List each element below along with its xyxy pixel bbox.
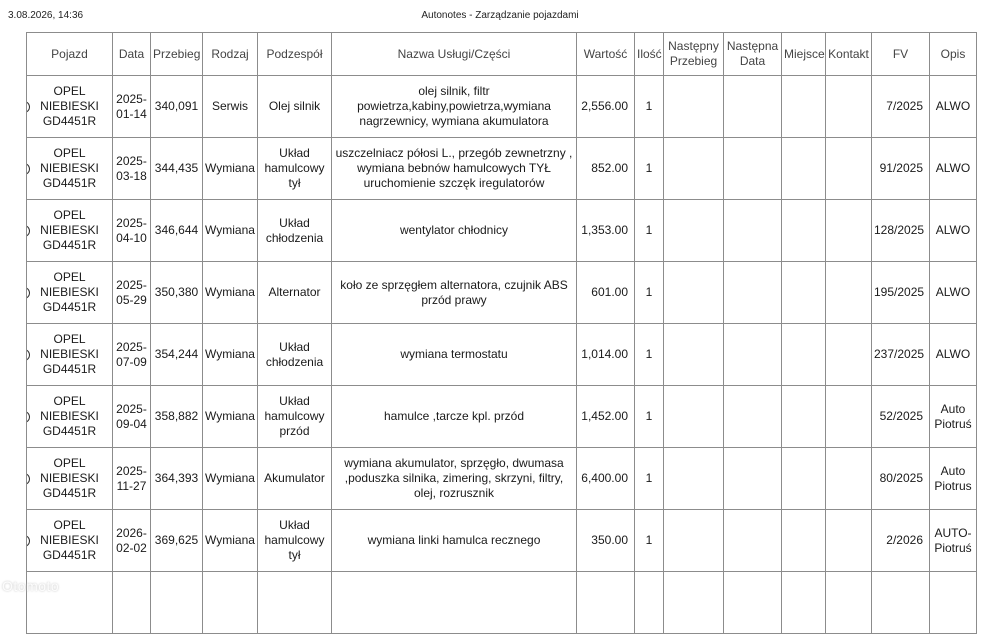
- invoice-cell-text: 52/2025: [879, 409, 923, 423]
- component-cell-text: Układ hamulcowy tył: [264, 518, 325, 562]
- component-cell: [258, 200, 332, 262]
- contact-cell: [826, 386, 872, 448]
- mileage-cell: [151, 448, 203, 510]
- mileage-cell-text: 354,244: [154, 347, 199, 361]
- description-cell-text: ALWO: [935, 285, 971, 299]
- table-row[interactable]: [27, 138, 977, 200]
- description-cell: [930, 448, 977, 510]
- service-history-table: [26, 32, 977, 634]
- col-header-date[interactable]: Data: [113, 33, 151, 76]
- place-cell: [782, 200, 826, 262]
- component-cell-text: Akumulator: [264, 471, 325, 485]
- component-cell: [258, 324, 332, 386]
- place-cell: [782, 324, 826, 386]
- row-select-radio[interactable]: [27, 473, 31, 485]
- partial-cell: [203, 572, 258, 634]
- mileage-cell: [151, 200, 203, 262]
- partial-cell: [332, 572, 577, 634]
- type-cell: [203, 324, 258, 386]
- service-cell-text: wymiana termostatu: [400, 347, 508, 361]
- type-cell-text: Wymiana: [205, 409, 255, 423]
- value-cell-text: 601.00: [591, 285, 628, 299]
- qty-cell-text: 1: [645, 471, 653, 485]
- component-cell: [258, 262, 332, 324]
- row-select-radio[interactable]: [27, 101, 31, 113]
- invoice-cell: [872, 262, 930, 324]
- vehicle-cell: [27, 386, 113, 448]
- qty-cell-text: 1: [645, 285, 653, 299]
- service-cell: [332, 262, 577, 324]
- place-cell: [782, 138, 826, 200]
- date-cell-text: 2025-04-10: [116, 215, 147, 245]
- row-select-radio[interactable]: [27, 287, 31, 299]
- value-cell: [577, 324, 635, 386]
- vehicle-cell: [27, 76, 113, 138]
- description-cell-text: ALWO: [935, 347, 971, 361]
- date-cell-text: 2025-07-09: [116, 339, 147, 369]
- col-header-service[interactable]: Nazwa Usługi/Części: [332, 33, 577, 76]
- next-date-cell: [724, 386, 782, 448]
- mileage-cell-text: 364,393: [154, 471, 199, 485]
- component-cell: [258, 510, 332, 572]
- partial-cell: [664, 572, 724, 634]
- date-cell: [113, 386, 151, 448]
- vehicle-cell-text: OPEL NIEBIESKI GD4451R: [40, 456, 99, 500]
- type-cell-text: Wymiana: [205, 533, 255, 547]
- type-cell-text: Wymiana: [205, 223, 255, 237]
- date-cell: [113, 510, 151, 572]
- row-select-radio[interactable]: [27, 225, 31, 237]
- row-select-radio[interactable]: [27, 163, 31, 175]
- value-cell-text: 1,014.00: [581, 347, 628, 361]
- next-mileage-cell: [664, 200, 724, 262]
- invoice-cell-text: 237/2025: [874, 347, 925, 361]
- qty-cell-text: 1: [645, 409, 653, 423]
- next-mileage-cell: [664, 510, 724, 572]
- partial-cell: [930, 572, 977, 634]
- contact-cell: [826, 262, 872, 324]
- table-row-partial: [27, 572, 977, 634]
- service-cell: [332, 138, 577, 200]
- description-cell: [930, 386, 977, 448]
- type-cell-text: Wymiana: [205, 471, 255, 485]
- col-header-qty[interactable]: Ilość: [635, 33, 664, 76]
- next-date-cell: [724, 324, 782, 386]
- table-row[interactable]: [27, 200, 977, 262]
- col-header-type[interactable]: Rodzaj: [203, 33, 258, 76]
- type-cell: [203, 448, 258, 510]
- service-cell-text: wymiana linki hamulca recznego: [367, 533, 541, 547]
- date-cell: [113, 76, 151, 138]
- partial-cell: [782, 572, 826, 634]
- qty-cell-text: 1: [645, 223, 653, 237]
- vehicle-cell: [27, 200, 113, 262]
- next-date-cell: [724, 76, 782, 138]
- description-cell: [930, 324, 977, 386]
- mileage-cell-text: 344,435: [154, 161, 199, 175]
- service-cell-text: wentylator chłodnicy: [399, 223, 509, 237]
- table-row[interactable]: [27, 76, 977, 138]
- date-cell-text: 2025-01-14: [116, 91, 147, 121]
- component-cell: [258, 138, 332, 200]
- vehicle-cell-text: OPEL NIEBIESKI GD4451R: [40, 518, 99, 562]
- table-row[interactable]: [27, 386, 977, 448]
- table-row[interactable]: [27, 262, 977, 324]
- partial-cell: [258, 572, 332, 634]
- service-cell: [332, 448, 577, 510]
- page-title: Autonotes - Zarządzanie pojazdami: [421, 10, 579, 21]
- col-header-invoice[interactable]: FV: [872, 33, 930, 76]
- description-cell-text: ALWO: [935, 161, 971, 175]
- mileage-cell: [151, 386, 203, 448]
- value-cell: [577, 262, 635, 324]
- date-cell: [113, 262, 151, 324]
- contact-cell: [826, 76, 872, 138]
- contact-cell: [826, 510, 872, 572]
- date-cell: [113, 448, 151, 510]
- service-cell-text: uszczelniacz półosi L., przegób zewnetrzny , wymiana bebnów hamulcowych TYŁ uruchomienie szczęk iregulatorów: [335, 146, 573, 190]
- type-cell: [203, 200, 258, 262]
- date-cell: [113, 138, 151, 200]
- description-cell: [930, 200, 977, 262]
- invoice-cell-text: 91/2025: [879, 161, 923, 175]
- next-mileage-cell: [664, 138, 724, 200]
- date-cell-text: 2025-11-27: [116, 463, 147, 493]
- component-cell-text: Olej silnik: [268, 99, 321, 113]
- type-cell-text: Serwis: [211, 99, 248, 113]
- page-header: [8, 10, 992, 26]
- partial-cell: [151, 572, 203, 634]
- mileage-cell-text: 350,380: [154, 285, 199, 299]
- col-header-place[interactable]: Miejsce: [782, 33, 826, 76]
- description-cell-text: ALWO: [935, 223, 971, 237]
- place-cell: [782, 448, 826, 510]
- place-cell: [782, 386, 826, 448]
- qty-cell: [635, 510, 664, 572]
- col-header-mileage[interactable]: Przebieg: [151, 33, 203, 76]
- mileage-cell: [151, 324, 203, 386]
- contact-cell: [826, 138, 872, 200]
- next-mileage-cell: [664, 76, 724, 138]
- invoice-cell: [872, 510, 930, 572]
- type-cell: [203, 138, 258, 200]
- vehicle-cell-text: OPEL NIEBIESKI GD4451R: [40, 332, 99, 376]
- service-cell-text: olej silnik, filtr powietrza,kabiny,powietrza,wymiana nagrzewnicy, wymiana akumulatora: [357, 84, 551, 128]
- value-cell-text: 852.00: [591, 161, 628, 175]
- value-cell-text: 350.00: [591, 533, 628, 547]
- value-cell: [577, 138, 635, 200]
- component-cell-text: Alternator: [268, 285, 321, 299]
- value-cell-text: 2,556.00: [581, 99, 628, 113]
- qty-cell: [635, 448, 664, 510]
- component-cell: [258, 448, 332, 510]
- description-cell: [930, 76, 977, 138]
- date-cell-text: 2025-09-04: [116, 401, 147, 431]
- next-mileage-cell: [664, 324, 724, 386]
- qty-cell: [635, 200, 664, 262]
- invoice-cell: [872, 200, 930, 262]
- vehicle-cell-text: OPEL NIEBIESKI GD4451R: [40, 208, 99, 252]
- print-timestamp: 3.08.2026, 14:36: [8, 10, 84, 21]
- col-header-contact[interactable]: Kontakt: [826, 33, 872, 76]
- vehicle-cell: [27, 324, 113, 386]
- invoice-cell: [872, 138, 930, 200]
- table-row[interactable]: [27, 510, 977, 572]
- header-row: [27, 33, 977, 76]
- type-cell-text: Wymiana: [205, 347, 255, 361]
- type-cell: [203, 262, 258, 324]
- value-cell-text: 6,400.00: [581, 471, 628, 485]
- partial-cell: [113, 572, 151, 634]
- date-cell-text: 2025-05-29: [116, 277, 147, 307]
- component-cell: [258, 76, 332, 138]
- qty-cell: [635, 138, 664, 200]
- type-cell: [203, 76, 258, 138]
- description-cell: [930, 138, 977, 200]
- invoice-cell: [872, 386, 930, 448]
- partial-cell: [872, 572, 930, 634]
- description-cell: [930, 262, 977, 324]
- qty-cell: [635, 262, 664, 324]
- invoice-cell-text: 195/2025: [874, 285, 925, 299]
- date-cell-text: 2026-02-02: [116, 525, 147, 555]
- invoice-cell-text: 128/2025: [874, 223, 925, 237]
- mileage-cell-text: 346,644: [154, 223, 199, 237]
- mileage-cell-text: 358,882: [154, 409, 199, 423]
- next-date-cell: [724, 200, 782, 262]
- col-header-vehicle[interactable]: Pojazd: [27, 33, 113, 76]
- service-cell: [332, 200, 577, 262]
- row-select-radio[interactable]: [27, 535, 31, 547]
- mileage-cell: [151, 510, 203, 572]
- next-date-cell: [724, 448, 782, 510]
- invoice-cell: [872, 448, 930, 510]
- vehicle-cell-text: OPEL NIEBIESKI GD4451R: [40, 394, 99, 438]
- service-cell-text: hamulce ,tarcze kpl. przód: [383, 409, 525, 423]
- qty-cell-text: 1: [645, 161, 653, 175]
- invoice-cell-text: 80/2025: [879, 471, 923, 485]
- next-mileage-cell: [664, 448, 724, 510]
- partial-cell: [724, 572, 782, 634]
- mileage-cell-text: 369,625: [154, 533, 199, 547]
- place-cell: [782, 76, 826, 138]
- invoice-cell-text: 2/2026: [886, 533, 923, 547]
- date-cell: [113, 324, 151, 386]
- value-cell: [577, 386, 635, 448]
- component-cell-text: Układ hamulcowy tył: [264, 146, 325, 190]
- service-cell: [332, 510, 577, 572]
- component-cell-text: Układ chłodzenia: [265, 339, 324, 369]
- service-cell: [332, 76, 577, 138]
- qty-cell-text: 1: [645, 533, 653, 547]
- mileage-cell: [151, 262, 203, 324]
- description-cell-text: ALWO: [935, 99, 971, 113]
- next-date-cell: [724, 138, 782, 200]
- invoice-cell: [872, 76, 930, 138]
- vehicle-cell-text: OPEL NIEBIESKI GD4451R: [40, 84, 99, 128]
- place-cell: [782, 510, 826, 572]
- invoice-cell-text: 7/2025: [886, 99, 923, 113]
- mileage-cell: [151, 138, 203, 200]
- value-cell: [577, 200, 635, 262]
- partial-cell: [577, 572, 635, 634]
- partial-cell: [826, 572, 872, 634]
- service-cell-text: wymiana akumulator, sprzęgło, dwumasa ,poduszka silnika, zimering, skrzyni, filtry, olej, rozrusznik: [344, 456, 564, 500]
- qty-cell: [635, 386, 664, 448]
- component-cell-text: Układ chłodzenia: [265, 215, 324, 245]
- contact-cell: [826, 448, 872, 510]
- partial-cell: [635, 572, 664, 634]
- mileage-cell-text: 340,091: [154, 99, 199, 113]
- description-cell-text: Auto Piotrus: [934, 463, 972, 493]
- value-cell-text: 1,452.00: [581, 409, 628, 423]
- vehicle-cell: [27, 510, 113, 572]
- service-cell: [332, 324, 577, 386]
- value-cell: [577, 448, 635, 510]
- vehicle-cell-text: OPEL NIEBIESKI GD4451R: [40, 146, 99, 190]
- table-row[interactable]: [27, 448, 977, 510]
- next-date-cell: [724, 510, 782, 572]
- table-row[interactable]: [27, 324, 977, 386]
- description-cell-text: AUTO-Piotruś: [934, 525, 972, 555]
- next-mileage-cell: [664, 386, 724, 448]
- qty-cell: [635, 76, 664, 138]
- value-cell-text: 1,353.00: [581, 223, 628, 237]
- component-cell: [258, 386, 332, 448]
- row-select-radio[interactable]: [27, 349, 31, 361]
- type-cell-text: Wymiana: [205, 161, 255, 175]
- service-cell-text: koło ze sprzęgłem alternatora, czujnik ABS przód prawy: [340, 277, 568, 307]
- type-cell: [203, 386, 258, 448]
- contact-cell: [826, 200, 872, 262]
- date-cell: [113, 200, 151, 262]
- vehicle-cell: [27, 262, 113, 324]
- type-cell-text: Wymiana: [205, 285, 255, 299]
- col-header-component[interactable]: Podzespół: [258, 33, 332, 76]
- qty-cell-text: 1: [645, 99, 653, 113]
- vehicle-cell: [27, 448, 113, 510]
- type-cell: [203, 510, 258, 572]
- col-header-description[interactable]: Opis: [930, 33, 977, 76]
- value-cell: [577, 76, 635, 138]
- watermark: Otomoto: [2, 578, 60, 594]
- qty-cell: [635, 324, 664, 386]
- vehicle-cell: [27, 138, 113, 200]
- service-cell: [332, 386, 577, 448]
- place-cell: [782, 262, 826, 324]
- row-select-radio[interactable]: [27, 411, 31, 423]
- description-cell-text: Auto Piotruś: [934, 401, 972, 431]
- date-cell-text: 2025-03-18: [116, 153, 147, 183]
- invoice-cell: [872, 324, 930, 386]
- description-cell: [930, 510, 977, 572]
- col-header-next-mileage[interactable]: Następny Przebieg: [664, 33, 724, 76]
- vehicle-cell-text: OPEL NIEBIESKI GD4451R: [40, 270, 99, 314]
- mileage-cell: [151, 76, 203, 138]
- next-mileage-cell: [664, 262, 724, 324]
- next-date-cell: [724, 262, 782, 324]
- component-cell-text: Układ hamulcowy przód: [264, 394, 325, 438]
- qty-cell-text: 1: [645, 347, 653, 361]
- contact-cell: [826, 324, 872, 386]
- col-header-next-date[interactable]: Następna Data: [724, 33, 782, 76]
- value-cell: [577, 510, 635, 572]
- col-header-value[interactable]: Wartość: [577, 33, 635, 76]
